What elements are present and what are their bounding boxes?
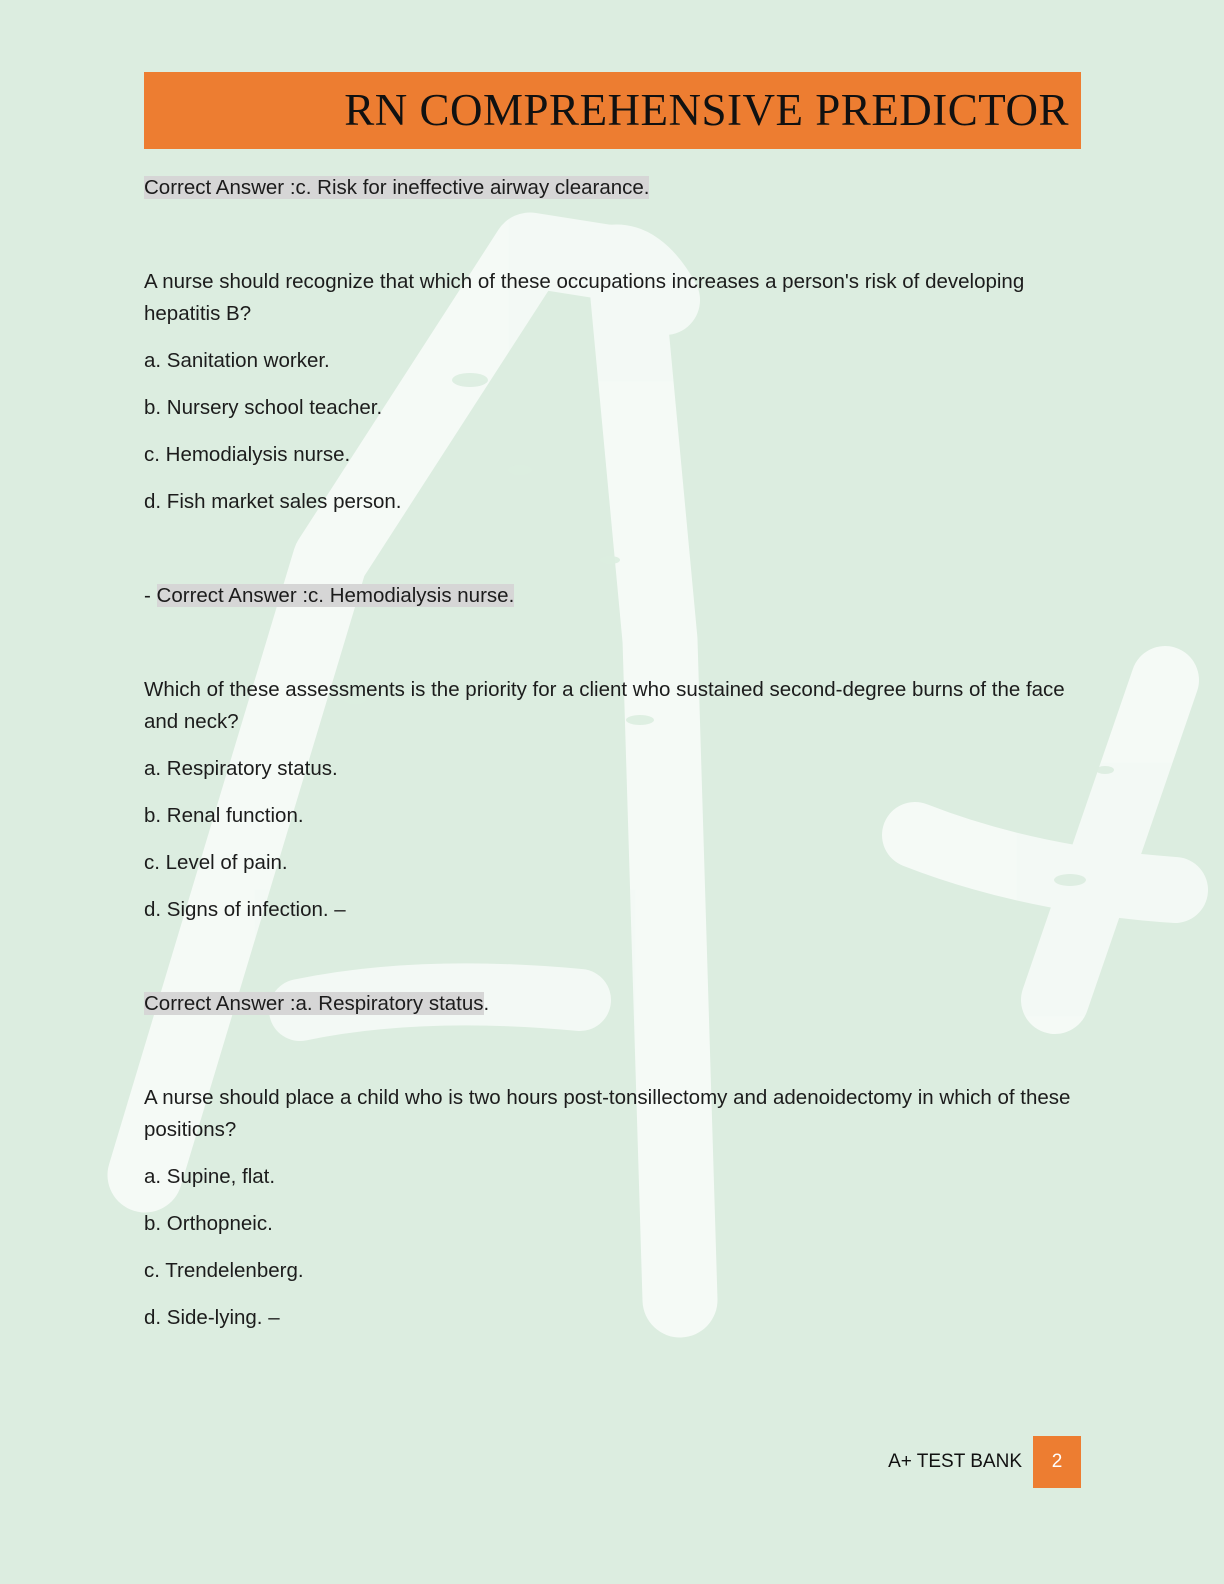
option-item: c. Level of pain.	[144, 851, 288, 874]
answer-highlight: Correct Answer :a. Respiratory status	[144, 992, 484, 1015]
page-number: 2	[1033, 1436, 1081, 1488]
option-item: c. Trendelenberg.	[144, 1259, 304, 1282]
answer-options	[144, 1161, 1084, 1334]
option-item: d. Fish market sales person.	[144, 490, 402, 513]
option-item: d. Signs of infection. –	[144, 898, 346, 921]
footer-label: A+ TEST BANK	[888, 1451, 1022, 1472]
answer-options	[144, 345, 1084, 518]
option-item: b. Orthopneic.	[144, 1212, 273, 1235]
qa-content	[144, 172, 1084, 1334]
answer-highlight: Correct Answer :c. Hemodialysis nurse.	[156, 584, 515, 607]
option-item: d. Side-lying. –	[144, 1306, 280, 1329]
option-item: a. Sanitation worker.	[144, 349, 330, 372]
option-item: a. Supine, flat.	[144, 1165, 276, 1188]
document-title: RN COMPREHENSIVE PREDICTOR	[344, 85, 1069, 135]
question-text: A nurse should recognize that which of these occupations increases a person's risk of developing hepatitis B?	[144, 270, 1025, 325]
header-banner	[144, 72, 1081, 149]
option-item: b. Nursery school teacher.	[144, 396, 383, 419]
question-text: Which of these assessments is the priority for a client who sustained second-degree burns of the face and neck?	[144, 678, 1065, 733]
correct-answer: - Correct Answer :c. Hemodialysis nurse.	[144, 584, 515, 607]
answer-highlight: Correct Answer :c. Risk for ineffective airway clearance.	[144, 176, 650, 199]
question-text: A nurse should place a child who is two hours post-tonsillectomy and adenoidectomy in which of these positions?	[144, 1086, 1071, 1141]
option-item: b. Renal function.	[144, 804, 304, 827]
option-item: c. Hemodialysis nurse.	[144, 443, 351, 466]
page-footer	[0, 1436, 1224, 1488]
answer-options	[144, 753, 1084, 926]
correct-answer: Correct Answer :a. Respiratory status.	[144, 992, 490, 1015]
option-item: a. Respiratory status.	[144, 757, 338, 780]
correct-answer	[144, 172, 1084, 204]
